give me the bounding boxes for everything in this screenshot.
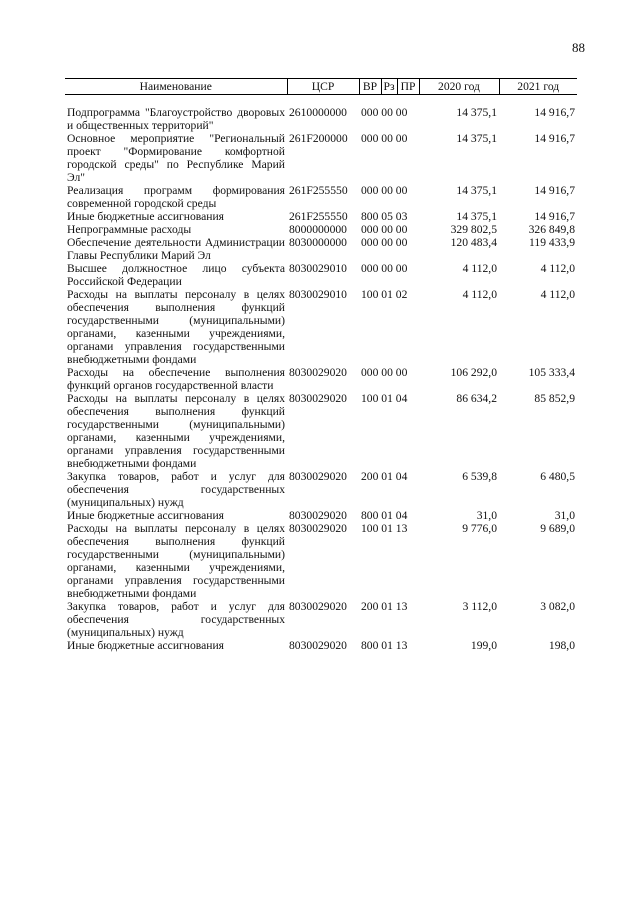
header-2020: 2020 год	[419, 79, 499, 95]
row-codes: 000 00 00	[361, 223, 408, 236]
row-csr: 8030029020	[289, 639, 347, 652]
row-2021: 105 333,4	[528, 366, 575, 379]
row-codes: 000 00 00	[361, 132, 408, 145]
row-2020: 199,0	[470, 639, 497, 652]
table-row	[65, 470, 577, 509]
row-2020: 120 483,4	[450, 236, 497, 249]
row-csr: 261F255550	[289, 210, 348, 223]
row-codes: 000 00 00	[361, 236, 408, 249]
table-row	[65, 288, 577, 366]
header-name: Наименование	[65, 79, 287, 95]
table-row	[65, 509, 577, 522]
row-name: Закупка товаров, работ и услуг для обеспечения государственных (муниципальных) нужд	[67, 600, 285, 639]
row-csr: 8030029020	[289, 366, 347, 379]
row-codes: 200 01 04	[361, 470, 408, 483]
table-row	[65, 236, 577, 262]
row-csr: 8030029010	[289, 288, 347, 301]
table-row	[65, 522, 577, 600]
row-2020: 4 112,0	[462, 288, 497, 301]
row-codes: 000 00 00	[361, 262, 408, 275]
row-2020: 86 634,2	[456, 392, 497, 405]
row-csr: 8030029020	[289, 600, 347, 613]
row-name: Подпрограмма "Благоустройство дворовых и общественных территорий"	[67, 106, 285, 132]
budget-table	[65, 78, 577, 652]
header-csr: ЦСР	[287, 79, 359, 95]
header-rz: Рз	[381, 79, 397, 95]
row-name: Иные бюджетные ассигнования	[67, 210, 224, 223]
table-row	[65, 95, 577, 133]
row-name: Расходы на обеспечение выполнения функций органов государственной власти	[67, 366, 285, 392]
row-csr: 8030029010	[289, 262, 347, 275]
row-name: Расходы на выплаты персоналу в целях обеспечения выполнения функций государственными (муниципальными) органами, казенными учреждениями, органами управления государственными внебюджетными фондами	[67, 288, 285, 366]
row-codes: 800 01 13	[361, 639, 408, 652]
row-2021: 14 916,7	[534, 106, 575, 119]
table-row	[65, 132, 577, 184]
row-codes: 000 00 00	[361, 184, 408, 197]
row-2021: 14 916,7	[534, 132, 575, 145]
row-2021: 14 916,7	[534, 210, 575, 223]
row-name: Непрограммные расходы	[67, 223, 192, 236]
row-name: Реализация программ формирования современной городской среды	[67, 184, 285, 210]
row-name: Основное мероприятие "Региональный проект "Формирование комфортной городской среды" по Республике Марий Эл"	[67, 132, 285, 184]
row-2021: 14 916,7	[534, 184, 575, 197]
table-row	[65, 184, 577, 210]
row-codes: 000 00 00	[361, 366, 408, 379]
row-2020: 14 375,1	[456, 106, 497, 119]
table-row	[65, 262, 577, 288]
row-csr: 8030029020	[289, 392, 347, 405]
table-row	[65, 639, 577, 652]
row-name: Закупка товаров, работ и услуг для обеспечения государственных (муниципальных) нужд	[67, 470, 285, 509]
row-2020: 329 802,5	[450, 223, 497, 236]
table-header	[65, 79, 577, 95]
row-codes: 100 01 13	[361, 522, 408, 535]
row-codes: 100 01 02	[361, 288, 408, 301]
row-codes: 800 01 04	[361, 509, 408, 522]
row-2021: 3 082,0	[540, 600, 575, 613]
row-csr: 261F200000	[289, 132, 348, 145]
header-2021: 2021 год	[499, 79, 577, 95]
page-number: 88	[572, 40, 585, 55]
row-csr: 261F255550	[289, 184, 348, 197]
row-csr: 8030029020	[289, 509, 347, 522]
row-2021: 4 112,0	[540, 288, 575, 301]
row-codes: 200 01 13	[361, 600, 408, 613]
row-2021: 326 849,8	[528, 223, 575, 236]
row-2020: 14 375,1	[456, 210, 497, 223]
row-2020: 3 112,0	[462, 600, 497, 613]
row-2020: 14 375,1	[456, 132, 497, 145]
row-2020: 9 776,0	[462, 522, 497, 535]
row-name: Иные бюджетные ассигнования	[67, 639, 224, 652]
row-2020: 31,0	[476, 509, 497, 522]
table-row	[65, 366, 577, 392]
row-csr: 8030029020	[289, 470, 347, 483]
row-csr: 8030000000	[289, 236, 347, 249]
row-2021: 6 480,5	[540, 470, 575, 483]
table-row	[65, 392, 577, 470]
row-codes: 100 01 04	[361, 392, 408, 405]
table-row	[65, 600, 577, 639]
row-2021: 31,0	[554, 509, 575, 522]
row-2021: 198,0	[548, 639, 575, 652]
row-codes: 000 00 00	[361, 106, 408, 119]
row-2020: 4 112,0	[462, 262, 497, 275]
row-name: Высшее должностное лицо субъекта Российской Федерации	[67, 262, 285, 288]
row-2020: 14 375,1	[456, 184, 497, 197]
row-codes: 800 05 03	[361, 210, 408, 223]
row-name: Иные бюджетные ассигнования	[67, 509, 224, 522]
row-2020: 106 292,0	[450, 366, 497, 379]
header-vr: ВР	[359, 79, 381, 95]
table-row	[65, 223, 577, 236]
row-2021: 119 433,9	[529, 236, 575, 249]
row-name: Расходы на выплаты персоналу в целях обеспечения выполнения функций государственными (муниципальными) органами, казенными учреждениями, органами управления государственными внебюджетными фондами	[67, 522, 285, 600]
row-name: Расходы на выплаты персоналу в целях обеспечения выполнения функций государственными (муниципальными) органами, казенными учреждениями, органами управления государственными внебюджетными фондами	[67, 392, 285, 470]
table-row	[65, 210, 577, 223]
row-csr: 2610000000	[289, 106, 347, 119]
row-2020: 6 539,8	[462, 470, 497, 483]
header-pr: ПР	[397, 79, 419, 95]
row-name: Обеспечение деятельности Администрации Главы Республики Марий Эл	[67, 236, 285, 262]
row-csr: 8030029020	[289, 522, 347, 535]
row-csr: 8000000000	[289, 223, 347, 236]
row-2021: 9 689,0	[540, 522, 575, 535]
table-body	[65, 95, 577, 653]
row-2021: 85 852,9	[534, 392, 575, 405]
row-2021: 4 112,0	[540, 262, 575, 275]
